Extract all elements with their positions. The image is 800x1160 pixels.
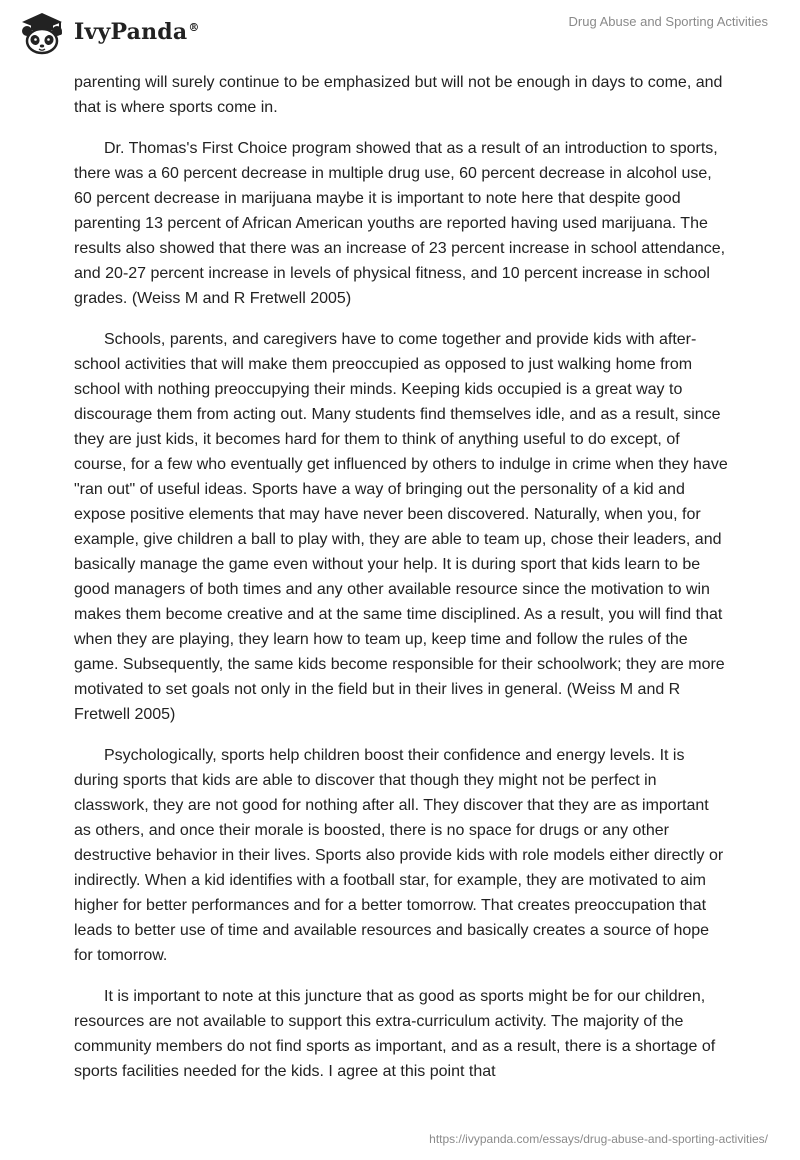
document-title: Drug Abuse and Sporting Activities <box>568 14 768 29</box>
paragraph: It is important to note at this juncture that as good as sports might be for our children, resources are not available to support this extra-curriculum activity. The majority of the community members do not find sports as important, and as a result, there is a shortage of sports facilities needed for the kids. I agree at this point that <box>74 988 716 1080</box>
registered-mark: ® <box>188 20 200 34</box>
paragraph: Schools, parents, and caregivers have to come together and provide kids with after-school activities that will make them preoccupied as opposed to just walking home from school with nothing preoccupying their minds. Keeping kids occupied is a great way to discourage them from acting out. Many students find themselves idle, and as a result, since they are just kids, it becomes hard for them to think of anything useful to do except, of course, for a few who eventually get influenced by others to indulge in crime when they have "ran out" of useful ideas. Sports have a way of bringing out the personality of a kid and expose positive elements that may have never been discovered. Naturally, when you, for example, give children a ball to play with, they are able to team up, chose their leaders, and basically manage the game even without your help. It is during sport that kids learn to be good managers of both times and any other available resource since the motivation to win makes them become creative and at the same time disciplined. As a result, you will find that when they are playing, they learn how to team up, keep time and follow the rules of the game. Subsequently, the same kids become responsible for their schoolwork; they are more motivated to set goals not only in the field but in their lives in general. (Weiss M and R Fretwell 2005) <box>74 331 728 723</box>
logo[interactable] <box>14 8 200 56</box>
brand-name: IvyPanda® <box>74 19 200 45</box>
panda-graduate-icon <box>14 8 70 56</box>
source-url[interactable]: https://ivypanda.com/essays/drug-abuse-and-sporting-activities/ <box>429 1132 768 1146</box>
paragraph: parenting will surely continue to be emphasized but will not be enough in days to come, and that is where sports come in. <box>74 74 723 116</box>
essay-body <box>74 70 730 1100</box>
paragraph: Dr. Thomas's First Choice program showed that as a result of an introduction to sports, there was a 60 percent decrease in multiple drug use, 60 percent decrease in alcohol use, 60 percent decrease in marijuana maybe it is important to note here that despite good parenting 13 percent of African American youths are reported having used marijuana. The results also showed that there was an increase of 23 percent increase in school attendance, and 20-27 percent increase in levels of physical fitness, and 10 percent increase in school grades. (Weiss M and R Fretwell 2005) <box>74 140 726 307</box>
paragraph: Psychologically, sports help children boost their confidence and energy levels. It is during sports that kids are able to discover that though they might not be perfect in classwork, they are not good for nothing after all. They discover that they are as important as others, and once their morale is boosted, there is no space for drugs or any other destructive behavior in their lives. Sports also provide kids with role models either directly or indirectly. When a kid identifies with a football star, for example, they are motivated to aim higher for better performances and for a better tomorrow. That creates preoccupation that leads to better use of time and available resources and basically creates a source of hope for tomorrow. <box>74 747 724 964</box>
page-header <box>0 0 800 70</box>
